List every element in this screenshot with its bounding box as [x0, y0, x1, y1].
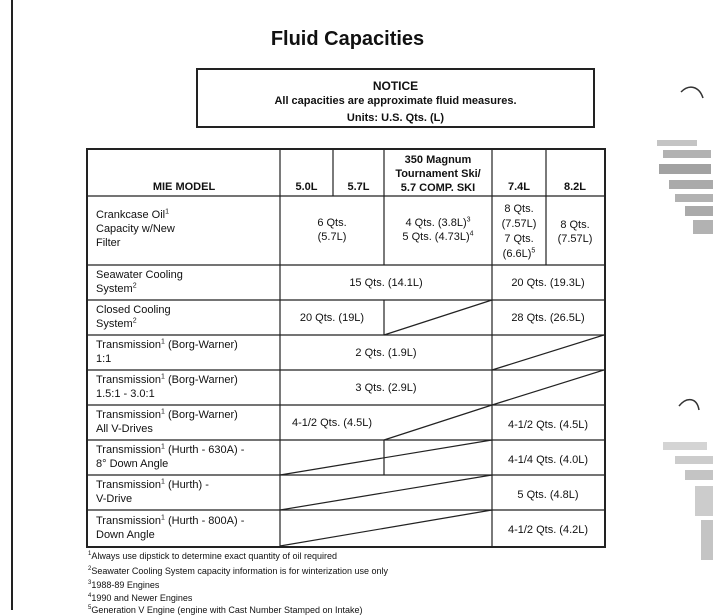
bw11-label-1b: (Borg-Warner) [164, 339, 238, 351]
crankcase-5-0-5-7 [280, 216, 384, 244]
header-350-line3: 5.7 COMP. SKI [400, 182, 476, 194]
header-5-7l: 5.7L [347, 181, 370, 193]
label-bw-1-5 [96, 373, 280, 401]
bwv-big-block: 4-1/2 Qts. (4.5L) [507, 419, 589, 431]
bw15-label-1: Transmission [96, 374, 161, 386]
label-hurth-630a [96, 443, 280, 471]
capacity-table [86, 148, 606, 548]
crankcase-74-l1: 8 Qts. [504, 203, 534, 215]
crankcase-350-sup1: 3 [466, 216, 471, 224]
hv-label-1b: (Hurth) - [164, 479, 209, 491]
crankcase-350-l2: 5 Qts. (4.73L) [402, 231, 470, 243]
closed-label-1: Closed Cooling [96, 304, 171, 316]
crankcase-350-l1: 4 Qts. (3.8L) [405, 217, 467, 229]
header-350-magnum [384, 153, 492, 195]
bw15-label-2: 1.5:1 - 3.0:1 [96, 388, 155, 400]
closed-sup: 2 [132, 317, 137, 325]
seawater-small-block: 15 Qts. (14.1L) [349, 277, 423, 289]
bwv-label-1: Transmission [96, 409, 161, 421]
crankcase-82-l1: 8 Qts. [560, 219, 590, 231]
header-5-0l: 5.0L [295, 181, 318, 193]
bwv-small-block: 4-1/2 Qts. (4.5L) [291, 417, 373, 429]
bw11-sup: 1 [161, 338, 165, 346]
h800-label-1b: (Hurth - 800A) - [164, 515, 245, 527]
footnote-1-text: Always use dipstick to determine exact quantity of oil required [91, 551, 337, 561]
crankcase-sup: 1 [165, 208, 169, 216]
header-350-line1: 350 Magnum [404, 154, 472, 166]
closed-small-block: 20 Qts. (19L) [299, 312, 365, 324]
label-hurth-800a [96, 514, 280, 542]
crankcase-5057-l2: (5.7L) [317, 231, 347, 243]
bw11-label-2: 1:1 [96, 353, 112, 365]
h800-sup: 1 [161, 514, 165, 522]
notice-box [196, 68, 595, 128]
label-hurth-v-drive [96, 478, 280, 506]
page-edge-rule [11, 0, 13, 610]
header-8-2l: 8.2L [563, 181, 586, 193]
footnote-2 [88, 566, 388, 577]
notice-heading: NOTICE [372, 79, 419, 93]
h630-label-1: Transmission [96, 444, 161, 456]
footnote-4-text: 1990 and Newer Engines [91, 593, 193, 603]
page-title: Fluid Capacities [270, 28, 425, 50]
bwv-label-2: All V-Drives [96, 423, 153, 435]
seawater-big-block: 20 Qts. (19.3L) [511, 277, 585, 289]
crankcase-74-sup: 5 [531, 247, 536, 255]
footnote-3 [88, 580, 159, 591]
crankcase-label-2: Capacity w/New [96, 223, 175, 235]
crankcase-7-4 [492, 202, 546, 262]
crankcase-74-l3: 7 Qts. [504, 233, 534, 245]
label-bw-1-1 [96, 338, 280, 366]
hv-value: 5 Qts. (4.8L) [517, 489, 579, 501]
footnote-5-marker: 5 [88, 605, 92, 611]
label-crankcase [96, 208, 276, 250]
crankcase-82-l2: (7.57L) [557, 233, 593, 245]
crankcase-8-2 [546, 218, 604, 246]
footnote-1 [88, 551, 337, 562]
header-7-4l: 7.4L [507, 181, 530, 193]
scan-noise-artifacts [655, 80, 715, 580]
footnote-3-marker: 3 [88, 580, 92, 586]
crankcase-74-l2: (7.57L) [501, 218, 537, 230]
crankcase-74-l4: (6.6L) [502, 248, 532, 260]
crankcase-5057-l1: 6 Qts. [317, 217, 347, 229]
label-seawater [96, 268, 276, 296]
h630-label-1b: (Hurth - 630A) - [164, 444, 245, 456]
h800-label-2: Down Angle [96, 529, 155, 541]
crankcase-label-3: Filter [96, 237, 121, 249]
notice-text: All capacities are approximate fluid measures. [274, 95, 517, 107]
bw15-sup: 1 [161, 373, 165, 381]
bw15-label-1b: (Borg-Warner) [164, 374, 238, 386]
crankcase-350-sup2: 4 [469, 230, 474, 238]
hv-label-1: Transmission [96, 479, 161, 491]
crankcase-label-1: Crankcase Oil [96, 209, 166, 221]
bw15-value: 3 Qts. (2.9L) [355, 382, 417, 394]
bw11-value: 2 Qts. (1.9L) [355, 347, 417, 359]
closed-label-2: System [96, 318, 133, 330]
seawater-sup: 2 [132, 282, 137, 290]
h630-value: 4-1/4 Qts. (4.0L) [507, 454, 589, 466]
footnote-4 [88, 593, 192, 604]
bw11-label-1: Transmission [96, 339, 161, 351]
hv-label-2: V-Drive [96, 493, 133, 505]
crankcase-350 [384, 216, 492, 244]
footnote-3-text: 1988-89 Engines [91, 580, 160, 590]
h630-label-2: 8° Down Angle [96, 458, 169, 470]
header-model: MIE MODEL [152, 181, 216, 193]
label-bw-v-drives [96, 408, 280, 436]
label-closed-cooling [96, 303, 276, 331]
h630-sup: 1 [161, 443, 165, 451]
footnote-2-text: Seawater Cooling System capacity information is for winterization use only [91, 566, 388, 576]
header-350-line2: Tournament Ski/ [395, 168, 481, 180]
h800-label-1: Transmission [96, 515, 161, 527]
footnote-4-marker: 4 [88, 593, 92, 599]
notice-units: Units: U.S. Qts. (L) [346, 112, 445, 124]
footnote-5-text: Generation V Engine (engine with Cast Number Stamped on Intake) [91, 605, 363, 615]
hv-sup: 1 [161, 478, 165, 486]
h800-value: 4-1/2 Qts. (4.2L) [507, 524, 589, 536]
bwv-sup: 1 [161, 408, 165, 416]
closed-big-block: 28 Qts. (26.5L) [511, 312, 585, 324]
footnote-1-marker: 1 [88, 551, 92, 557]
footnote-2-marker: 2 [88, 566, 92, 572]
bwv-label-1b: (Borg-Warner) [164, 409, 238, 421]
footnote-5 [88, 605, 363, 616]
seawater-label-2: System [96, 283, 133, 295]
seawater-label-1: Seawater Cooling [96, 269, 183, 281]
